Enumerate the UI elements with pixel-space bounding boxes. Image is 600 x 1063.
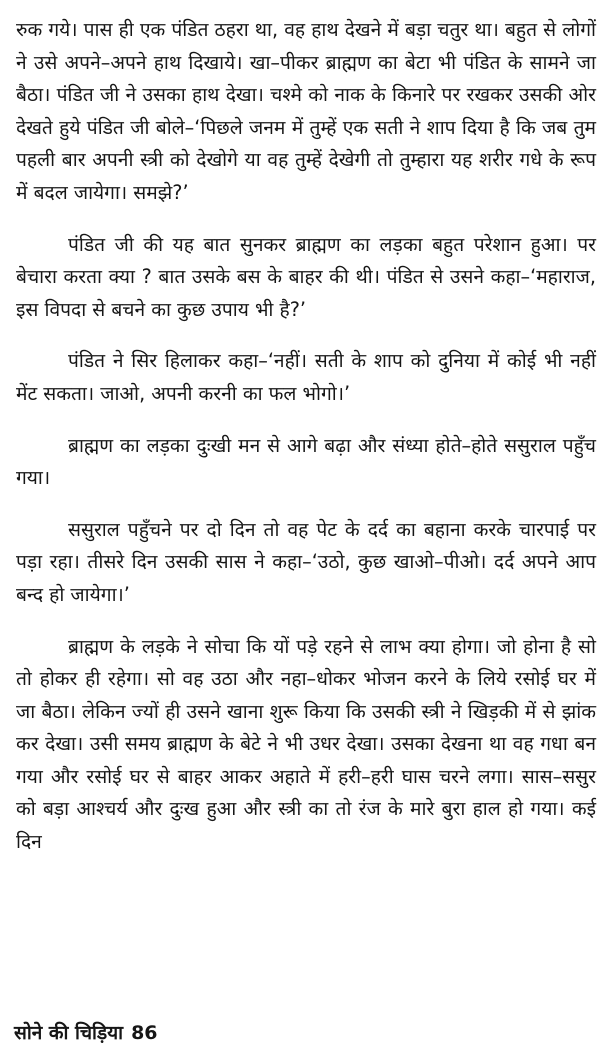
book-title: सोने की चिड़िया bbox=[14, 1022, 124, 1044]
paragraph-continued: रुक गये। पास ही एक पंडित ठहरा था, वह हाथ देखने में बड़ा चतुर था। बहुत से लोगों ने उसे अपने–अपने हाथ दिखाये। खा–पीकर ब्राह्मण का बेटा भी पंडित के सामने जा बैठा। पंडित जी ने उसका हाथ देखा। चश्मे को नाक के किनारे पर रखकर उसकी ओर देखते हुये पंडित जी बोले–‘पिछले जनम में तुम्हें एक सती ने शाप दिया है कि जब तुम पहली बार अपनी स्त्री को देखोगे या वह तुम्हें देखेगी तो तुम्हारा यह शरीर गधे के रूप में बदल जायेगा। समझे?’ bbox=[16, 18, 596, 204]
paragraph: पंडित जी की यह बात सुनकर ब्राह्मण का लड़का बहुत परेशान हुआ। पर बेचारा करता क्या ? बात उसके बस के बाहर की थी। पंडित से उसने कहा–‘महाराज, इस विपदा से बचने का कुछ उपाय भी है?’ bbox=[16, 232, 596, 321]
paragraph: ब्राह्मण का लड़का दुःखी मन से आगे बढ़ा और संध्या होते–होते ससुराल पहुँच गया। bbox=[16, 433, 596, 490]
body-text bbox=[16, 14, 596, 878]
page-number: 86 bbox=[131, 1022, 158, 1044]
paragraph: पंडित ने सिर हिलाकर कहा–‘नहीं। सती के शाप को दुनिया में कोई भी नहीं मेंट सकता। जाओ, अपनी करनी का फल भोगो।’ bbox=[16, 349, 596, 405]
paragraph: ससुराल पहुँचने पर दो दिन तो वह पेट के दर्द का बहाना करके चारपाई पर पड़ा रहा। तीसरे दिन उसकी सास ने कहा–‘उठो, कुछ खाओ–पीओ। दर्द अपने आप बन्द हो जायेगा।’ bbox=[16, 517, 596, 606]
page-footer bbox=[14, 1018, 158, 1048]
paragraph: ब्राह्मण के लड़के ने सोचा कि यों पड़े रहने से लाभ क्या होगा। जो होना है सो तो होकर ही रहेगा। सो वह उठा और नहा–धोकर भोजन करने के लिये रसोई घर में जा बैठा। लेकिन ज्यों ही उसने खाना शुरू किया कि उसकी स्त्री ने खिड़की में से झांक कर देखा। उसी समय ब्राह्मण के बेटे ने भी उधर देखा। उसका देखना था वह गधा बन गया और रसोई घर से बाहर आकर अहाते में हरी–हरी घास चरने लगा। सास–ससुर को बड़ा आश्चर्य और दुःख हुआ और स्त्री का तो रंज के मारे बुरा हाल हो गया। कई दिन bbox=[16, 634, 596, 854]
